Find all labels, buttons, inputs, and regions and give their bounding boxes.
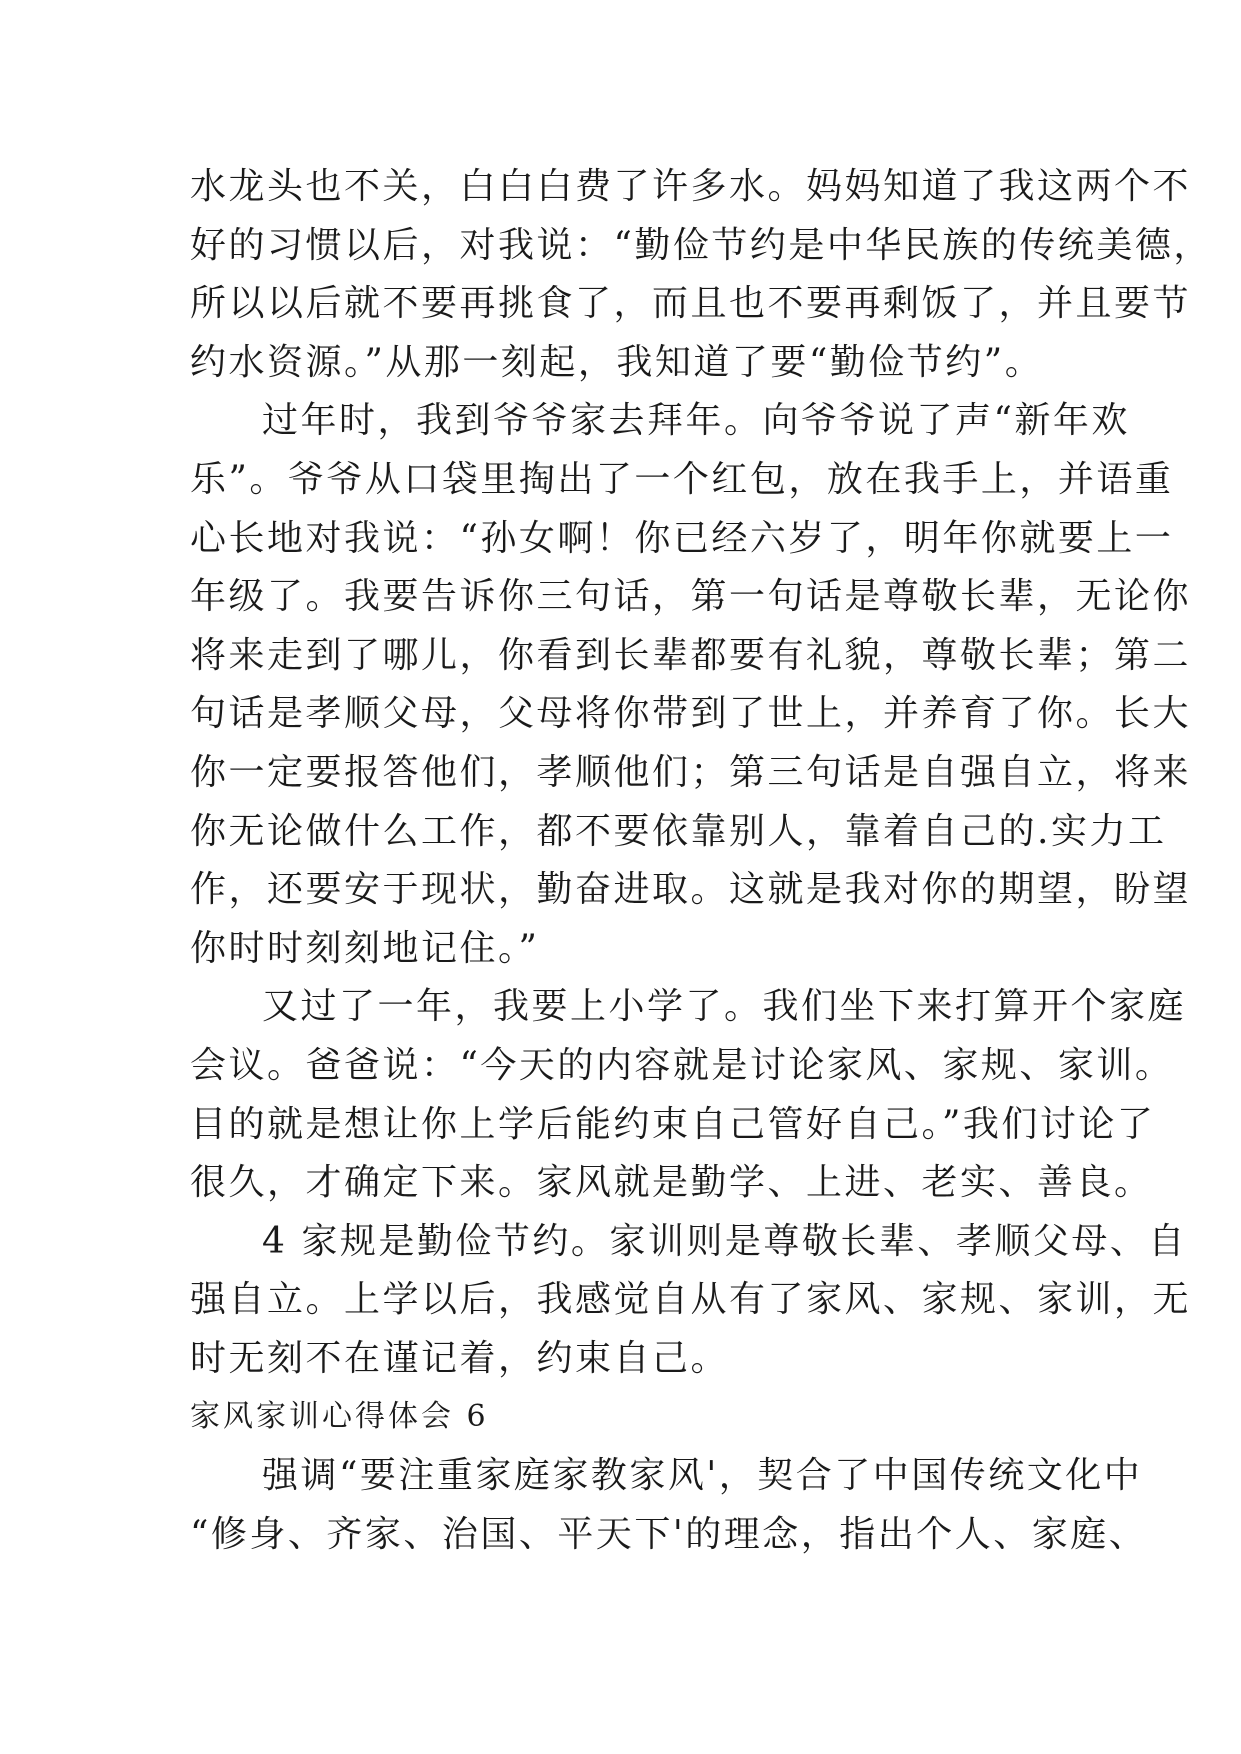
text-line: 你无论做什么工作，都不要依靠别人，靠着自己的.实力工 — [190, 810, 1167, 852]
text-line: 心长地对我说：“孙女啊！你已经六岁了，明年你就要上一 — [190, 517, 1174, 559]
text-line: 又过了一年，我要上小学了。我们坐下来打算开个家庭 — [262, 986, 1187, 1028]
text-line: 所以以后就不要再挑食了，而且也不要再剩饭了，并且要节 — [190, 283, 1192, 325]
paragraph — [190, 1213, 1192, 1389]
section-heading: 家风家训心得体会 6 — [190, 1399, 489, 1435]
text-line: “修身、齐家、治国、平天下'的理念，指出个人、家庭、 — [190, 1513, 1148, 1555]
text-line: 好的习惯以后，对我说：“勤俭节约是中华民族的传统美德， — [190, 224, 1212, 266]
text-line: 作，还要安于现状，勤奋进取。这就是我对你的期望，盼望 — [190, 869, 1192, 911]
paragraph — [190, 392, 1192, 978]
text-line: 乐”。爷爷从口袋里掏出了一个红包，放在我手上，并语重 — [190, 458, 1174, 500]
text-line: 很久，才确定下来。家风就是勤学、上进、老实、善良。 — [190, 1162, 1153, 1204]
text-line: 年级了。我要告诉你三句话，第一句话是尊敬长辈，无论你 — [190, 576, 1192, 618]
text-line: 会议。爸爸说：“今天的内容就是讨论家风、家规、家训。 — [190, 1044, 1174, 1086]
paragraph — [190, 1447, 1148, 1564]
document-body — [190, 158, 1212, 1564]
text-line: 你一定要报答他们，孝顺他们；第三句话是自强自立，将来 — [190, 751, 1192, 793]
paragraph — [190, 158, 1212, 392]
text-line: 时无刻不在谨记着，约束自己。 — [190, 1337, 730, 1379]
text-line: 4 家规是勤俭节约。家训则是尊敬长辈、孝顺父母、自 — [262, 1220, 1187, 1262]
text-line: 强自立。上学以后，我感觉自从有了家风、家规、家训，无 — [190, 1279, 1192, 1321]
text-line: 约水资源。”从那一刻起，我知道了要“勤俭节约”。 — [190, 341, 1044, 383]
text-line: 你时时刻刻地记住。” — [190, 927, 540, 969]
text-line: 目的就是想让你上学后能约束自己管好自己。”我们讨论了 — [190, 1103, 1156, 1145]
text-line: 将来走到了哪儿，你看到长辈都要有礼貌，尊敬长辈；第二 — [190, 634, 1192, 676]
text-line: 句话是孝顺父母，父母将你带到了世上，并养育了你。长大 — [190, 693, 1192, 735]
text-line: 水龙头也不关，白白白费了许多水。妈妈知道了我这两个不 — [190, 166, 1192, 207]
paragraph — [190, 978, 1187, 1212]
text-line: 过年时，我到爷爷家去拜年。向爷爷说了声“新年欢 — [262, 400, 1130, 442]
text-line: 强调“要注重家庭家教家风'，契合了中国传统文化中 — [262, 1455, 1143, 1497]
